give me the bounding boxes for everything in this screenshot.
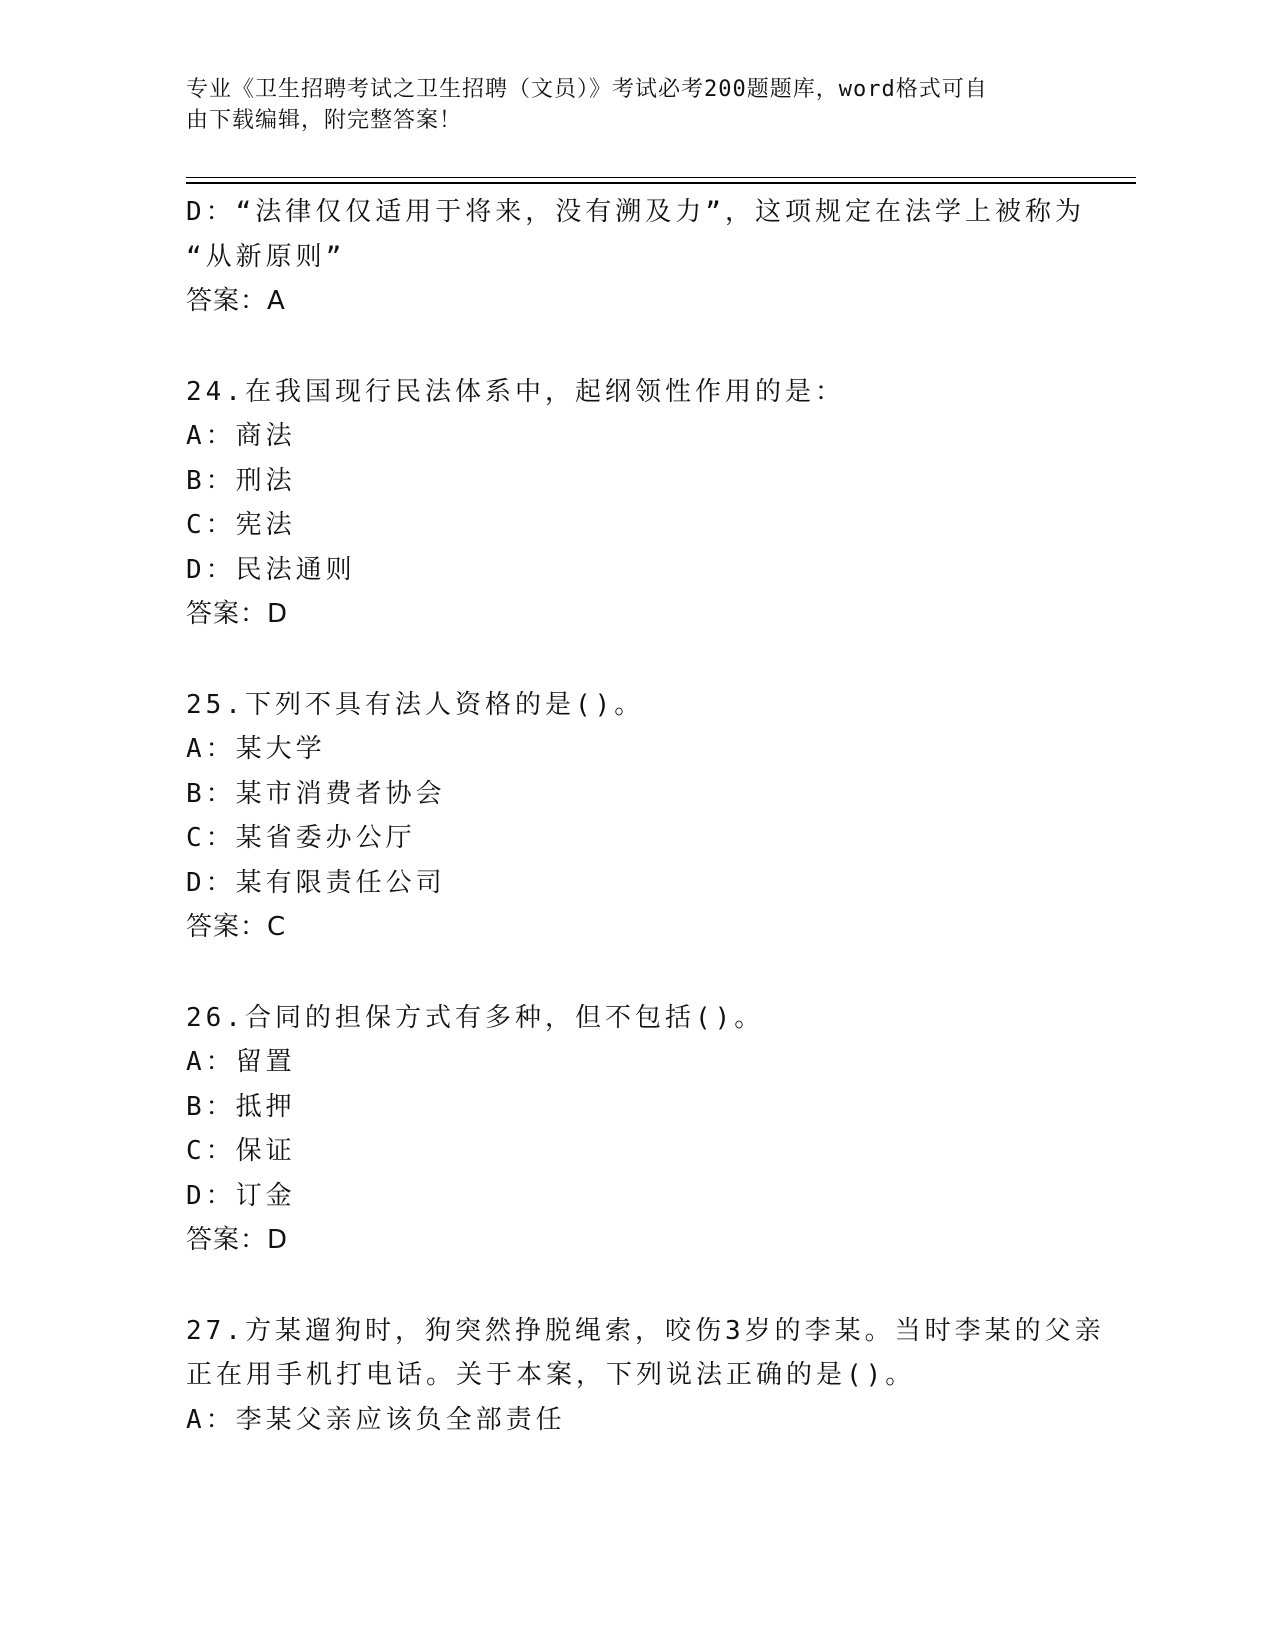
option-b: B：抵押 [186,1091,296,1122]
option-a: A：留置 [186,1047,296,1077]
option-d: D：订金 [186,1180,296,1211]
option-d-continued: “从新原则” [186,241,346,272]
previous-question-tail [186,190,1086,324]
option-a: A：李某父亲应该负全部责任 [186,1404,566,1435]
answer: 答案：C [186,912,287,942]
question-25 [186,683,1086,950]
option-a: A：商法 [186,421,296,451]
question-27 [186,1309,1105,1443]
spacer [186,1263,1086,1309]
document-body [186,190,1105,1442]
option-b: B：刑法 [186,465,296,496]
question-stem: 26.合同的担保方式有多种，但不包括()。 [186,1002,765,1033]
header-title-line-2: 由下载编辑，附完整答案！ [186,108,463,133]
spacer [186,950,1086,996]
header-divider-thick [186,182,1136,184]
option-a: A：某大学 [186,734,326,764]
question-stem: 24.在我国现行民法体系中，起纲领性作用的是： [186,376,845,407]
option-b: B：某市消费者协会 [186,778,446,809]
answer: 答案：D [186,599,289,629]
question-stem: 27.方某遛狗时，狗突然挣脱绳索，咬伤3岁的李某。当时李某的父亲 [186,1315,1105,1346]
spacer [186,324,1086,370]
answer: 答案：A [186,286,286,316]
answer: 答案：D [186,1225,289,1255]
option-d: D：“法律仅仅适用于将来，没有溯及力”，这项规定在法学上被称为 [186,197,1085,227]
question-24 [186,370,1086,637]
spacer [186,637,1086,683]
header-title-line-1: 专业《卫生招聘考试之卫生招聘（文员）》考试必考200题题库，word格式可自 [186,77,988,102]
option-c: C：某省委办公厅 [186,823,416,853]
header-divider-thin [186,177,1136,178]
question-26 [186,996,1086,1263]
option-d: D：民法通则 [186,554,356,585]
question-stem: 25.下列不具有法人资格的是()。 [186,689,645,720]
option-d: D：某有限责任公司 [186,867,446,898]
document-header [186,74,1066,136]
option-c: C：保证 [186,1136,296,1166]
question-stem-continued: 正在用手机打电话。关于本案，下列说法正确的是()。 [186,1360,916,1390]
option-c: C：宪法 [186,510,296,540]
